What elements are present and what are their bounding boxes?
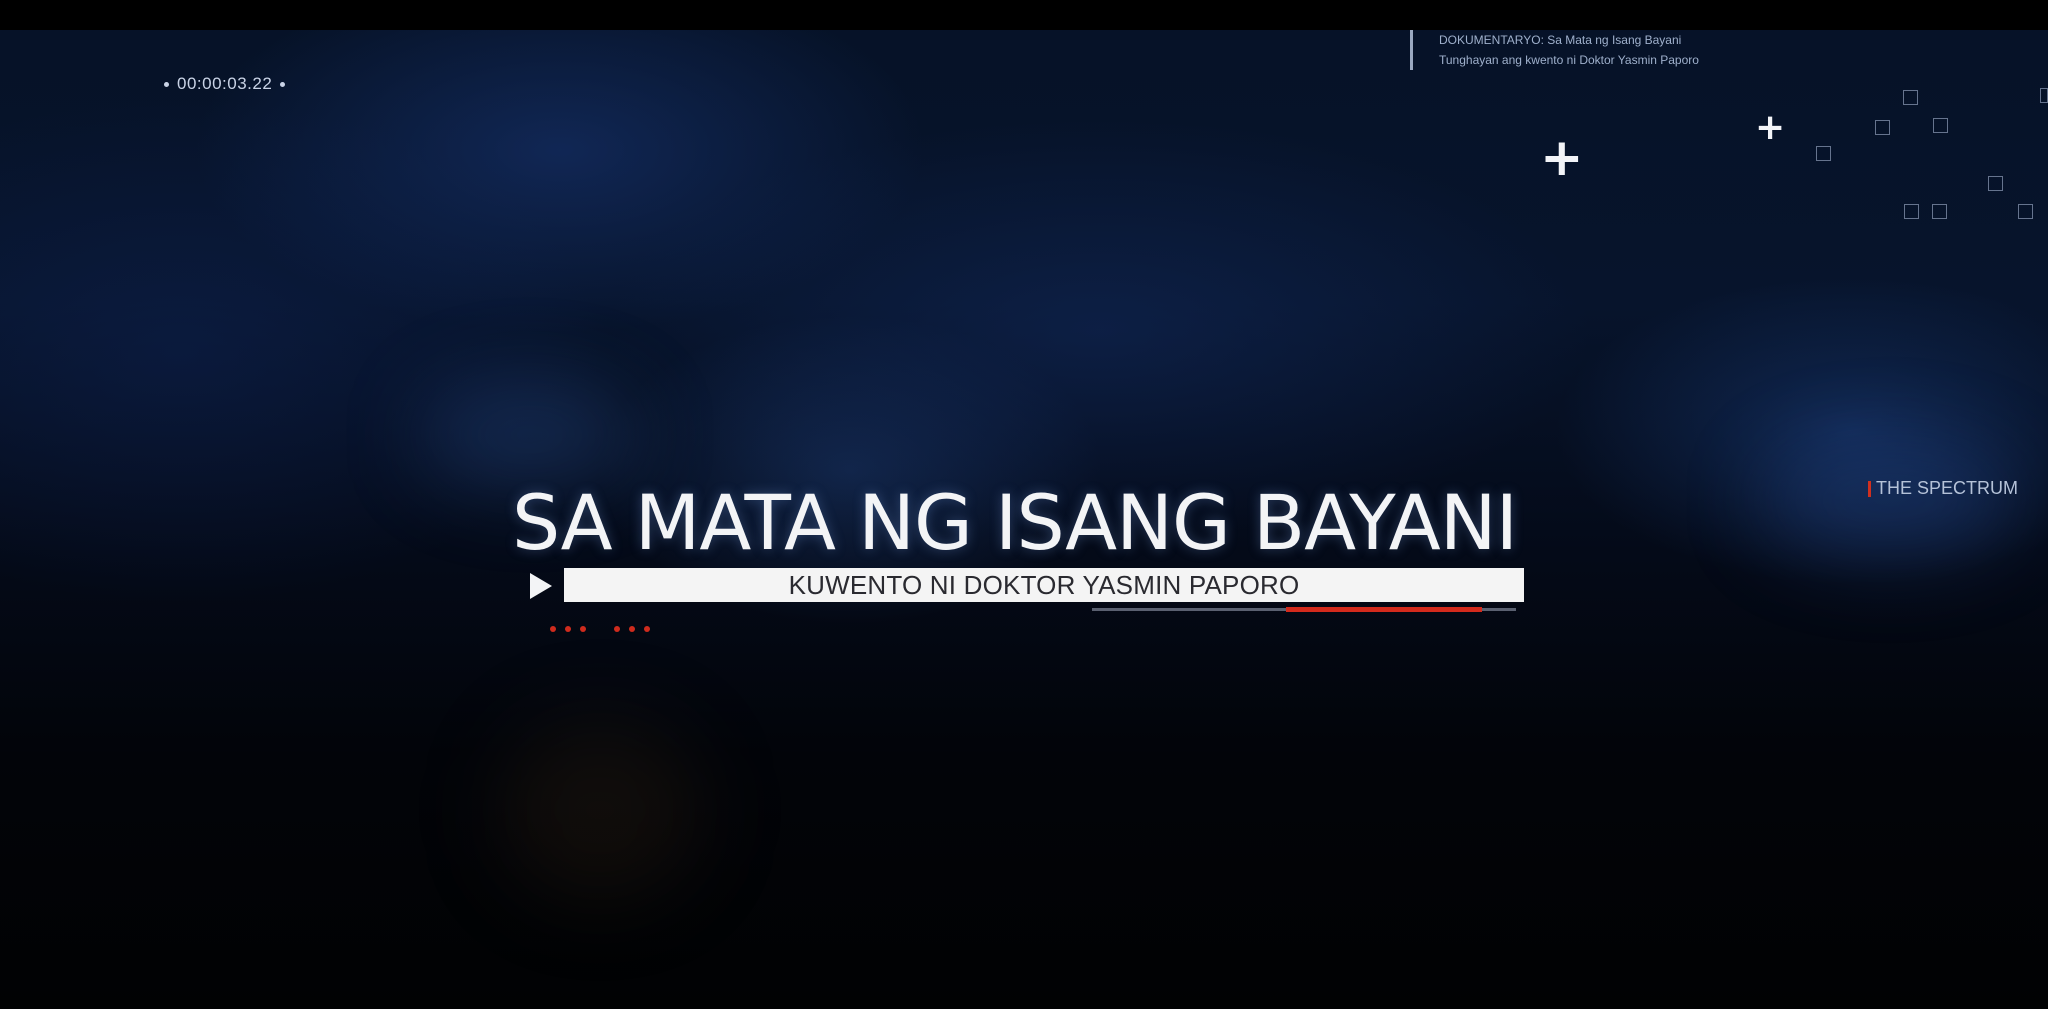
- square-icon: [1816, 146, 1831, 161]
- square-icon: [1875, 120, 1890, 135]
- subtitle-bar: [564, 568, 1524, 602]
- timecode-dot: [164, 82, 169, 87]
- timecode-dot: [280, 82, 285, 87]
- caption-line-1: DOKUMENTARYO: Sa Mata ng Isang Bayani: [1439, 33, 1682, 47]
- bokeh-glow: [1760, 440, 2020, 560]
- plus-icon: +: [1755, 107, 1786, 148]
- caption-line-2: Tunghayan ang kwento ni Doktor Yasmin Paporo: [1439, 53, 1699, 67]
- red-dots: [550, 626, 650, 632]
- red-dot: [629, 626, 635, 632]
- square-icon: [1988, 176, 2003, 191]
- square-icon: [1932, 204, 1947, 219]
- underline-accent: [1286, 607, 1482, 612]
- play-icon: [530, 573, 552, 599]
- square-icon: [1933, 118, 1948, 133]
- red-dot: [550, 626, 556, 632]
- square-icon: [2040, 88, 2048, 103]
- timecode-text: 00:00:03.22: [177, 74, 273, 93]
- square-icon: [1903, 90, 1918, 105]
- timecode: [164, 74, 285, 94]
- square-icon: [1904, 204, 1919, 219]
- red-dot: [580, 626, 586, 632]
- red-dot: [614, 626, 620, 632]
- square-icon: [2018, 204, 2033, 219]
- spectrum-label: [1868, 478, 2018, 499]
- bokeh-glow: [500, 720, 700, 900]
- bokeh-glow: [420, 380, 640, 490]
- red-dot: [644, 626, 650, 632]
- red-tick: [1868, 481, 1871, 497]
- plus-icon: +: [1540, 128, 1584, 188]
- letterbox-top: [0, 0, 2048, 30]
- documentary-caption: [1410, 30, 1699, 70]
- subtitle-text: KUWENTO NI DOKTOR YASMIN PAPORO: [788, 569, 1300, 600]
- documentary-title: SA MATA NG ISANG BAYANI: [512, 478, 1518, 567]
- red-dot: [565, 626, 571, 632]
- spectrum-text: THE SPECTRUM: [1876, 478, 2019, 498]
